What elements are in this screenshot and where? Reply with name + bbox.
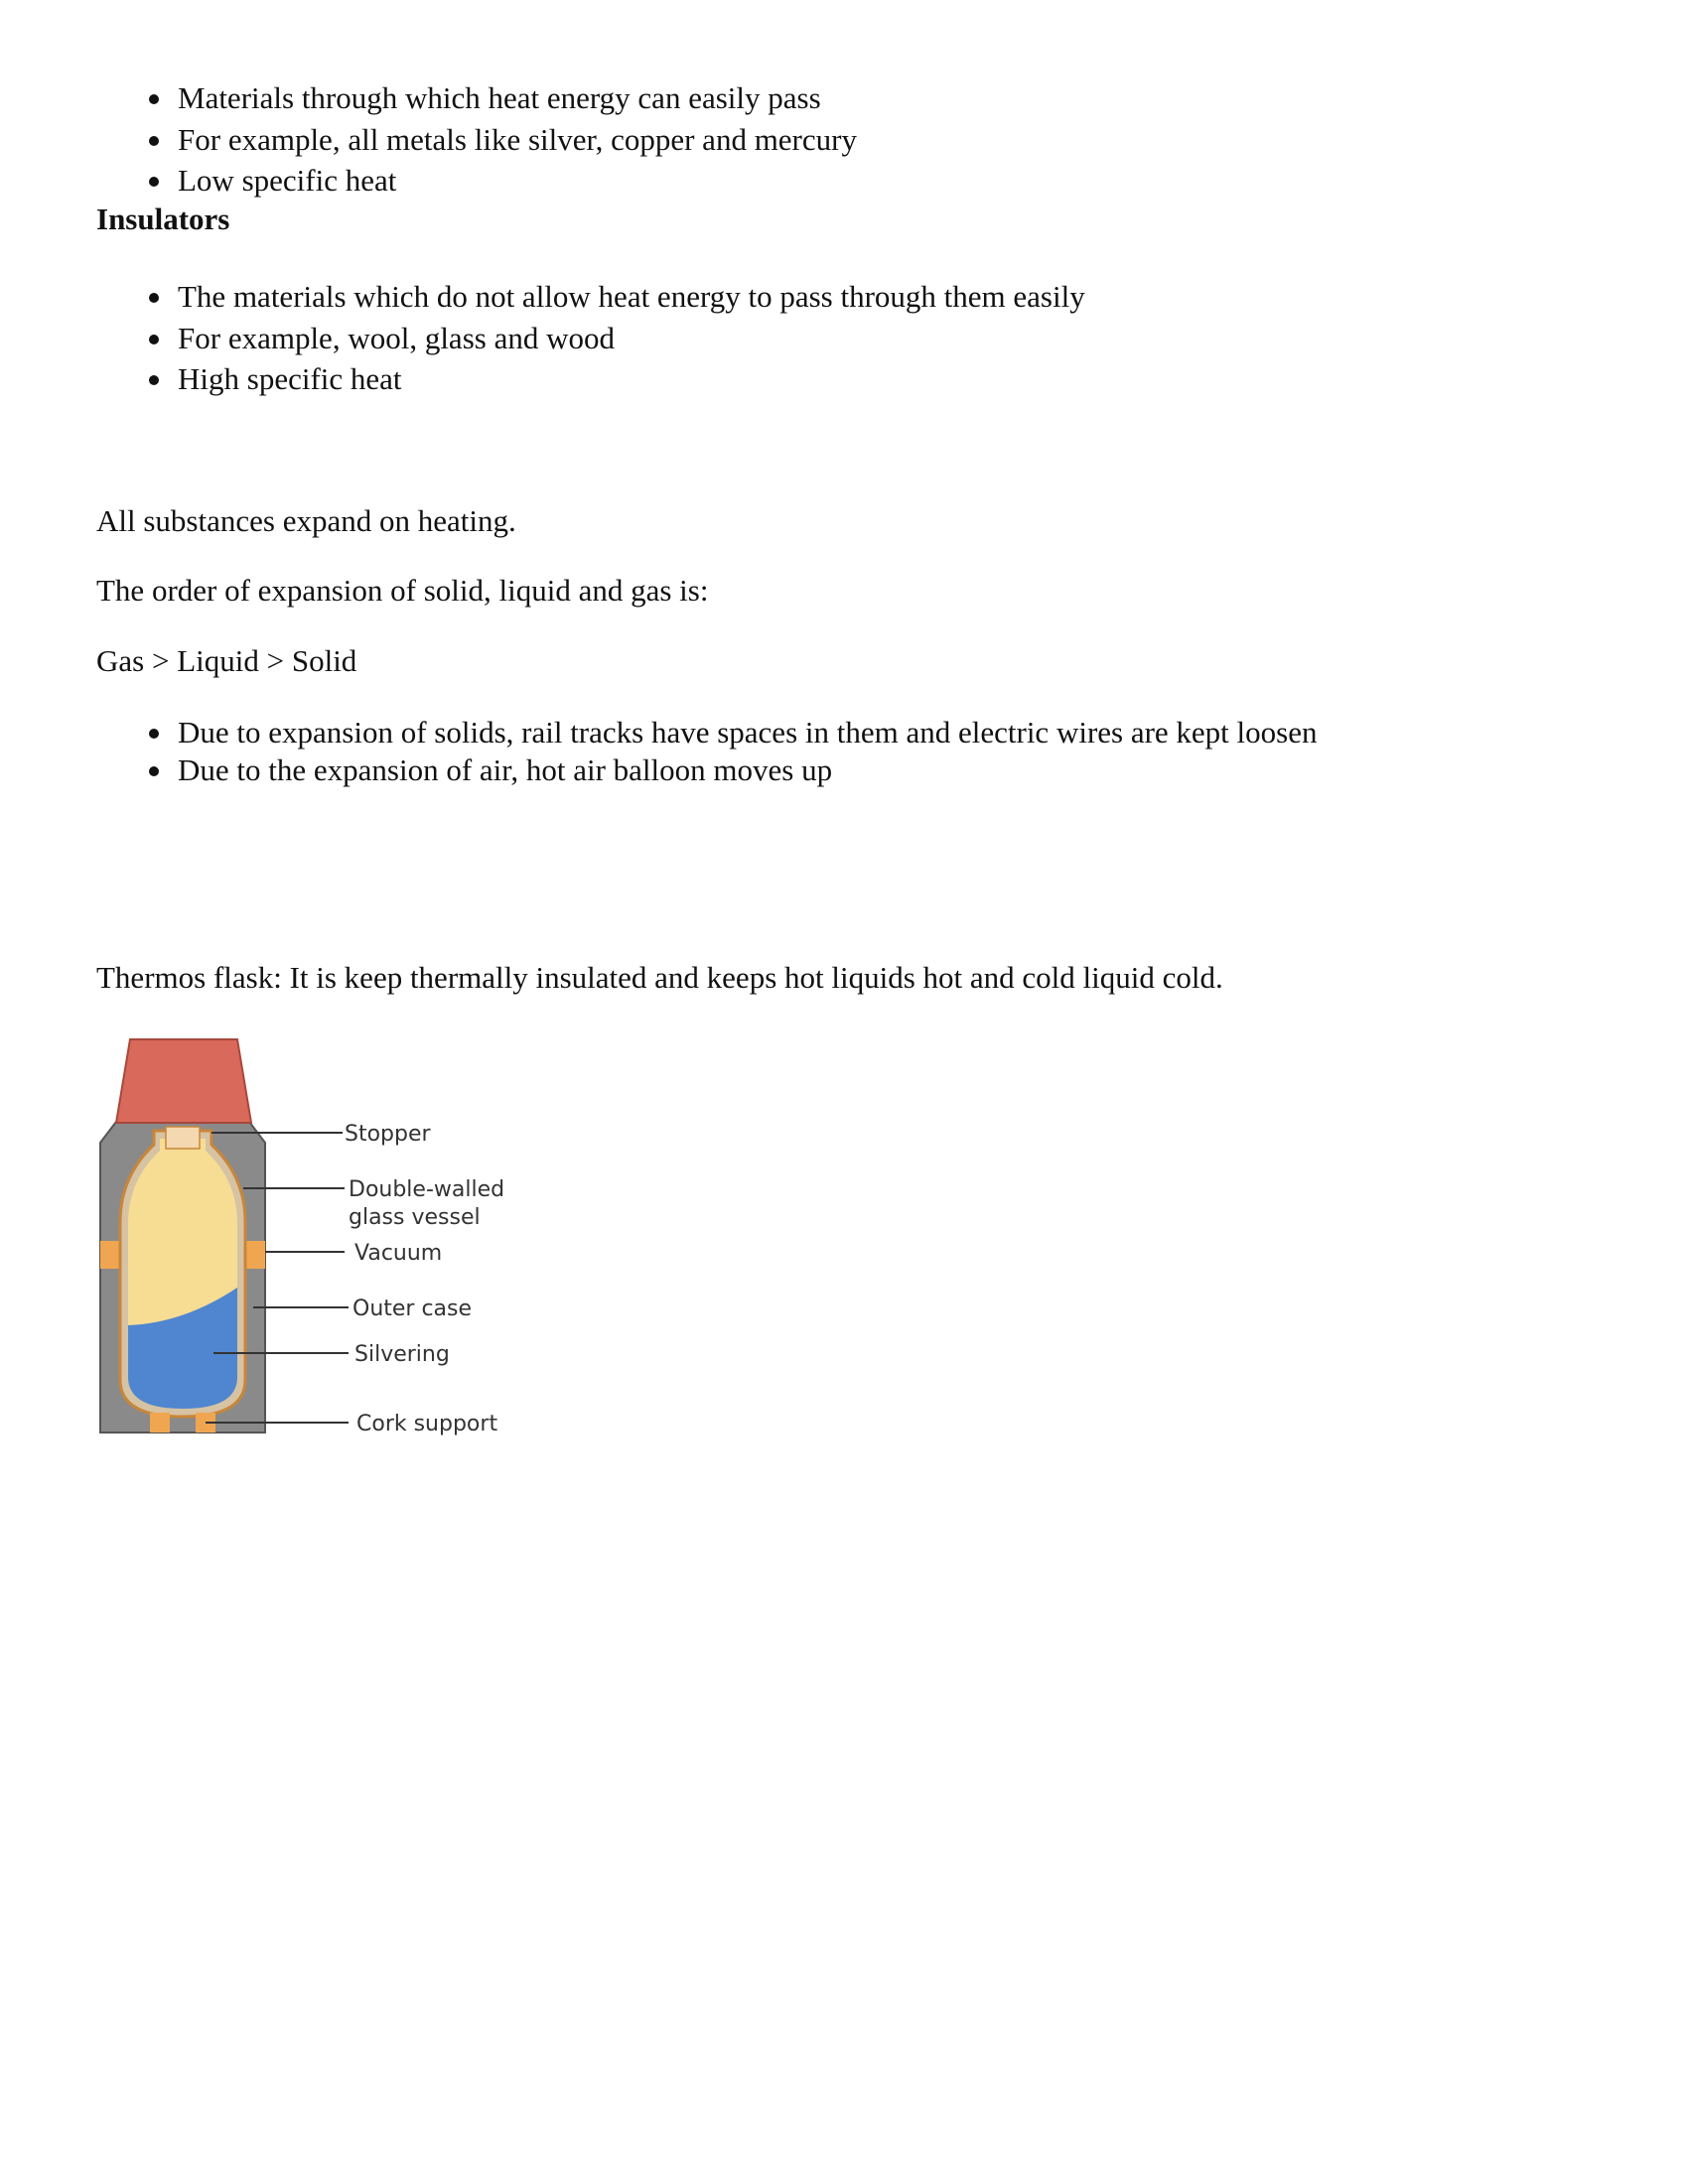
conductors-list — [96, 77, 857, 202]
insulators-list — [96, 276, 1085, 400]
double-walled-label-line2: glass vessel — [349, 1205, 481, 1230]
expansion-examples-list — [96, 714, 1317, 788]
list-item: Materials through which heat energy can easily pass — [96, 77, 857, 119]
list-item: For example, wool, glass and wood — [96, 318, 1085, 359]
vacuum-label: Vacuum — [354, 1241, 443, 1266]
double-walled-label-line1: Double-walled — [349, 1177, 505, 1202]
silvering-label: Silvering — [354, 1342, 450, 1367]
thermos-caption: Thermos flask: It is keep thermally insulated and keeps hot liquids hot and cold liquid cold. — [96, 960, 1223, 995]
expansion-order-intro: The order of expansion of solid, liquid and gas is: — [96, 573, 709, 608]
thermos-flask-diagram — [94, 1027, 511, 1444]
list-item: Low specific heat — [96, 160, 857, 202]
list-item: Due to expansion of solids, rail tracks have spaces in them and electric wires are kept loosen — [96, 714, 1317, 751]
list-item: For example, all metals like silver, copper and mercury — [96, 119, 857, 161]
stopper-label: Stopper — [345, 1122, 431, 1147]
cork-support-label: Cork support — [356, 1412, 498, 1436]
cork-support-left — [150, 1413, 170, 1433]
list-item: High specific heat — [96, 358, 1085, 400]
stopper-shape — [116, 1039, 251, 1123]
list-item: Due to the expansion of air, hot air balloon moves up — [96, 751, 1317, 789]
expansion-order: Gas > Liquid > Solid — [96, 643, 357, 678]
insulators-heading: Insulators — [96, 202, 230, 236]
outer-case-label: Outer case — [352, 1297, 473, 1321]
expansion-statement: All substances expand on heating. — [96, 503, 516, 538]
neck-insert — [166, 1127, 200, 1149]
list-item: The materials which do not allow heat energy to pass through them easily — [96, 276, 1085, 318]
